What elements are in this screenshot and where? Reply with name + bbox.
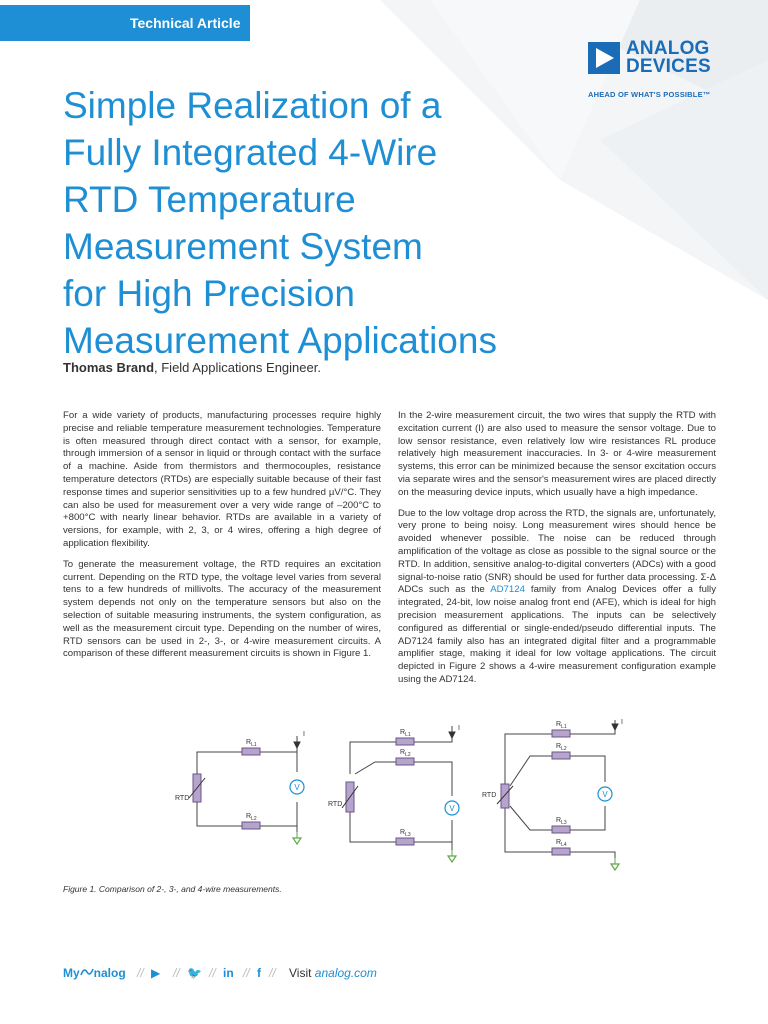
youtube-icon[interactable]: ▶: [151, 966, 161, 980]
separator: //: [243, 966, 250, 980]
facebook-icon[interactable]: f: [257, 966, 261, 980]
logo-tagline: AHEAD OF WHAT'S POSSIBLE™: [588, 90, 711, 99]
rtd-resistor: [342, 782, 358, 812]
rtd-resistor: [189, 774, 205, 802]
rtd-resistor: [497, 784, 513, 808]
linkedin-icon[interactable]: in: [223, 966, 234, 980]
resistor-label: $R_{L2}$: [556, 743, 567, 752]
visit-text: Visit analog.com: [289, 966, 377, 980]
resistor-label: $R_{L2}$: [246, 813, 257, 822]
wave-icon: [80, 967, 94, 977]
svg-text:V: V: [449, 804, 455, 813]
ground-icon: [611, 858, 619, 870]
paragraph: For a wide variety of products, manufacturing processes require highly precise and reliable temperature measurement technologies. Temperature is often measured through direct contact with a sensor, for example, through immersion of a sensor in liquid or through contact with the surface of a machine. Aside from thermistors and thermocouples, resistance temperature detectors (RTDs) are especially suitable because of their fast response times and superior sensitivities up to a few hundred µV/°C. They can also be used for measurement over a very wide range of –200°C to +800°C with nearly linear behavior. RTDs are available in a variety of versions, for example, with 2, 3, or 4 wires, offering a high degree of application flexibility.: [63, 410, 381, 549]
wiring-comparison-figure: [160, 712, 630, 872]
resistor-label: $R_{L1}$: [400, 729, 411, 738]
triangle-logo-icon: [588, 42, 620, 74]
author-role: , Field Applications Engineer.: [154, 360, 321, 375]
rtd-label: RTD: [175, 795, 190, 802]
rtd-label: RTD: [482, 792, 497, 799]
paragraph: Due to the low voltage drop across the RTD, the signals are, unfortunately, very prone to being noisy. Long measurement wires should hence be avoided whenever possible. The noise can be reduced through amplification of the voltage as close as possible to the signal source or the RTD. In addition, sensitive analog-to-digital converters (ADCs) with a good signal-to-noise ratio (SNR) should be used for further data processing. Σ-Δ ADCs such as the AD7124 family from Analog Devices offer a fully integrated, 24-bit, low noise analog front end (AFE), which is ideal for high precision measurement applications. The inputs can be selectively configured as differential or single-ended/pseudo differential inputs. The AD7124 family also has an integrated digital filter and a programmable amplifier stage, making it ideal for low voltage applications. The circuit depicted in Figure 2 shows a 4-wire measurement configuration example using the AD7124.: [398, 507, 716, 685]
twitter-icon[interactable]: 🐦: [187, 966, 202, 980]
analog-com-link[interactable]: analog.com: [314, 966, 377, 980]
separator: //: [137, 966, 144, 980]
voltmeter-icon: [598, 787, 612, 801]
body-column-right: [398, 410, 716, 695]
author-line: [63, 360, 321, 375]
voltmeter-icon: [290, 780, 304, 794]
separator: //: [209, 966, 216, 980]
resistor-label: $R_{L3}$: [556, 817, 567, 826]
resistor-label: $R_{L1}$: [246, 739, 257, 748]
paragraph: To generate the measurement voltage, the RTD requires an excitation current. Depending on the RTD type, the voltage level varies from several tens to a few hundreds of millivolts. The accuracy of the measurement system depends not only on the temperature sensors but also on the selection of suitable measuring instruments, the system configuration, as well as the measurement circuit type. Depending on the number of wires, RTD sensors can be used in 2-, 3-, or 4-wire measurement circuits. A comparison of these different measurement circuits is shown in Figure 1.: [63, 558, 381, 660]
voltmeter-icon: [445, 801, 459, 815]
resistor-label: $R_{L4}$: [556, 839, 567, 848]
ad7124-link[interactable]: AD7124: [490, 584, 525, 596]
footer-bar: [63, 962, 463, 986]
resistor-label: $R_{L3}$: [400, 829, 411, 838]
svg-text:V: V: [602, 790, 608, 799]
current-label: I: [458, 725, 460, 732]
resistor-label: $R_{L2}$: [400, 749, 411, 758]
logo-wordmark: ANALOG DEVICES: [626, 38, 711, 77]
author-name: Thomas Brand: [63, 360, 155, 375]
separator: //: [173, 966, 180, 980]
current-label: I: [621, 719, 623, 726]
paragraph: In the 2-wire measurement circuit, the two wires that supply the RTD with excitation current (I) are also used to measure the sensor voltage. Due to low sensor resistance, even relatively low wire resistances RL produce relatively high measurement inaccuracies. In 3- or 4-wire measurement systems, this error can be minimized because the sensor excitation occurs via separate wires and the sensor's measurement wires are placed directly on the measuring device inputs, which usually have a high impedance.: [398, 410, 716, 498]
ground-icon: [293, 832, 301, 844]
svg-text:V: V: [294, 783, 300, 792]
ground-icon: [448, 850, 456, 862]
separator: //: [269, 966, 276, 980]
figure-caption: Figure 1. Comparison of 2-, 3-, and 4-wire measurements.: [63, 884, 282, 894]
article-title: Simple Realization of a Fully Integrated 4-Wire RTD Temperature Measurement System for High Precision Measurement Applications: [63, 85, 497, 361]
resistor-label: $R_{L1}$: [556, 721, 567, 730]
myanalog-link[interactable]: My nalog: [63, 966, 126, 980]
body-column-left: [63, 410, 381, 669]
current-label: I: [303, 731, 305, 738]
article-type-tag: Technical Article: [0, 5, 250, 41]
rtd-label: RTD: [328, 801, 343, 808]
